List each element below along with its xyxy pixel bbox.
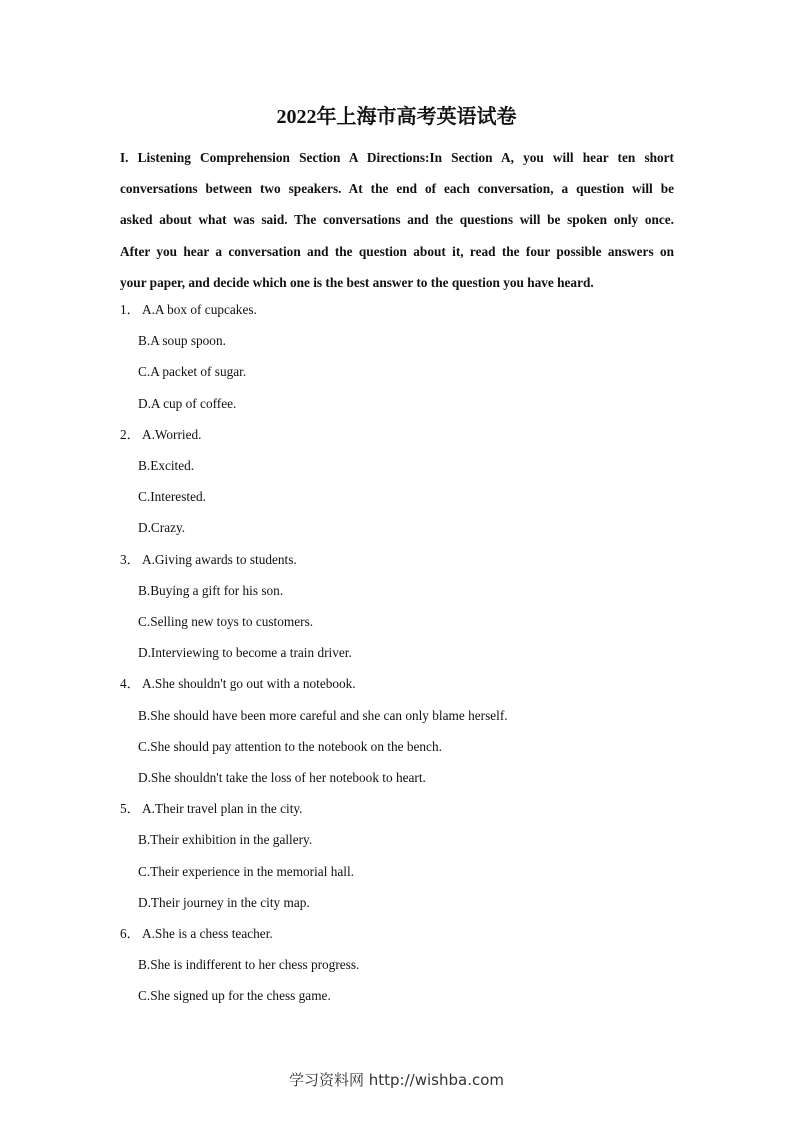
option-b: B.Excited. (138, 458, 195, 474)
question-1 (120, 294, 680, 419)
option-a: A.A box of cupcakes. (142, 302, 257, 317)
option-c: C.Selling new toys to customers. (138, 614, 314, 630)
option-b: B.She should have been more careful and she can only blame herself. (138, 707, 508, 723)
option-a: A.Their travel plan in the city. (142, 801, 303, 817)
question-number: 1． (120, 302, 140, 317)
question-5 (120, 793, 680, 918)
listening-directions (120, 142, 674, 298)
option-b: B.Their exhibition in the gallery. (138, 832, 313, 848)
footer-watermark: 学习资料网 http://wishba.com (289, 1071, 504, 1089)
question-number: 3． (120, 551, 140, 567)
question-6 (120, 918, 680, 1012)
option-d: D.A cup of coffee. (138, 395, 237, 411)
question-3 (120, 544, 680, 669)
option-c: C.She signed up for the chess game. (138, 988, 331, 1004)
option-a: A.She shouldn't go out with a notebook. (142, 676, 356, 692)
page-title: 2022年上海市高考英语试卷 (276, 106, 517, 128)
question-number: 6． (120, 926, 140, 942)
question-number: 5． (120, 801, 140, 817)
directions-line: conversations between two speakers. At the end of each conversation, a question will be (120, 181, 674, 197)
option-d: D.Their journey in the city map. (138, 894, 310, 910)
directions-line: asked about what was said. The conversations and the questions will be spoken only once. (120, 212, 674, 228)
option-a: A.Worried. (142, 426, 202, 442)
option-c: C.Their experience in the memorial hall. (138, 863, 354, 879)
option-a: A.She is a chess teacher. (142, 926, 273, 942)
option-d: D.Interviewing to become a train driver. (138, 645, 352, 661)
question-number: 4． (120, 676, 140, 692)
option-d: D.Crazy. (138, 520, 186, 536)
question-number: 2． (120, 426, 140, 442)
option-b: B.Buying a gift for his son. (138, 582, 284, 598)
directions-line: I. Listening Comprehension Section A Directions:In Section A, you will hear ten short (120, 150, 674, 165)
option-c: C.A packet of sugar. (138, 364, 247, 380)
question-4 (120, 668, 680, 793)
option-b: B.A soup spoon. (138, 333, 226, 349)
option-c: C.Interested. (138, 489, 206, 505)
question-2 (120, 419, 680, 544)
option-d: D.She shouldn't take the loss of her notebook to heart. (138, 770, 426, 786)
directions-line: After you hear a conversation and the question about it, read the four possible answers on (120, 243, 674, 259)
option-c: C.She should pay attention to the notebook on the bench. (138, 738, 442, 754)
question-list (120, 294, 680, 1012)
option-a: A.Giving awards to students. (142, 551, 297, 567)
directions-line: your paper, and decide which one is the best answer to the question you have heard. (120, 274, 594, 290)
option-b: B.She is indifferent to her chess progress. (138, 957, 360, 973)
